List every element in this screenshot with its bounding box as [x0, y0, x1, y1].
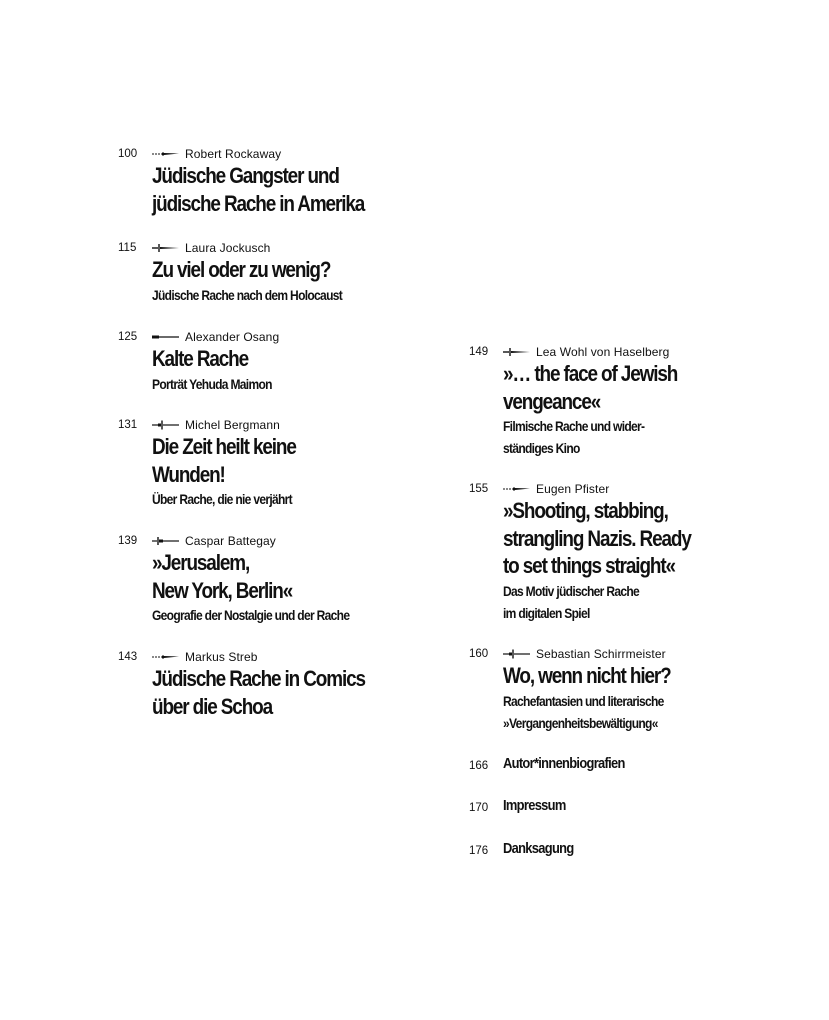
blade-icon: [152, 332, 180, 342]
page-number: 100: [118, 148, 138, 160]
page-number: 143: [118, 651, 138, 663]
sword-icon: [152, 420, 180, 430]
author: Lea Wohl von Haselberg: [536, 345, 670, 359]
backmatter-title: Autor*innenbiografien: [503, 755, 625, 772]
title: »Shooting, stabbing, strangling Nazis. Ready to set things straight«: [503, 498, 691, 578]
subtitle: Das Motiv jüdischer Rache im digitalen Spiel: [503, 582, 640, 621]
author: Laura Jockusch: [185, 241, 271, 255]
backmatter-title: Impressum: [503, 797, 566, 814]
author: Sebastian Schirrmeister: [536, 647, 666, 661]
author: Michel Bergmann: [185, 418, 280, 432]
backmatter-title: Danksagung: [503, 840, 574, 857]
title: Jüdische Gangster und jüdische Rache in Amerika: [152, 163, 365, 216]
author: Eugen Pfister: [536, 482, 610, 496]
subtitle: Filmische Rache und wider- ständiges Kino: [503, 418, 645, 456]
title: Zu viel oder zu wenig?: [152, 257, 331, 282]
page-number: 131: [118, 419, 138, 431]
page-number: 170: [469, 802, 489, 814]
page-number: 176: [469, 845, 489, 857]
page-number: 160: [469, 648, 489, 660]
page-number: 155: [469, 483, 489, 495]
subtitle: Geografie der Nostalgie und der Rache: [152, 607, 350, 623]
title: »Jerusalem, New York, Berlin«: [152, 550, 293, 603]
subtitle: Über Rache, die nie verjährt: [152, 491, 292, 507]
title: Wo, wenn nicht hier?: [503, 663, 671, 688]
title: »… the face of Jewish vengeance«: [503, 361, 678, 414]
sword-icon: [503, 649, 531, 659]
author: Alexander Osang: [185, 330, 280, 344]
author: Robert Rockaway: [185, 147, 282, 161]
page-number: 139: [118, 535, 138, 547]
title: Jüdische Rache in Comics über die Schoa: [152, 666, 365, 719]
dagger-icon: [152, 243, 180, 253]
knife-icon: [503, 484, 531, 494]
dagger-icon: [503, 347, 531, 357]
page-number: 149: [469, 346, 489, 358]
page-number: 115: [118, 242, 137, 254]
sword-icon: [152, 536, 180, 546]
author: Markus Streb: [185, 650, 258, 664]
subtitle: Porträt Yehuda Maimon: [152, 375, 272, 392]
title: Kalte Rache: [152, 346, 249, 371]
title: Die Zeit heilt keine Wunden!: [152, 434, 296, 487]
page-number: 166: [469, 760, 489, 772]
subtitle: Jüdische Rache nach dem Holocaust: [152, 286, 343, 303]
page-number: 125: [118, 331, 138, 343]
subtitle: Rachefantasien und literarische »Vergangenheitsbewältigung«: [503, 692, 664, 731]
knife-icon: [152, 149, 180, 159]
author: Caspar Battegay: [185, 534, 276, 548]
knife-icon: [152, 652, 180, 662]
